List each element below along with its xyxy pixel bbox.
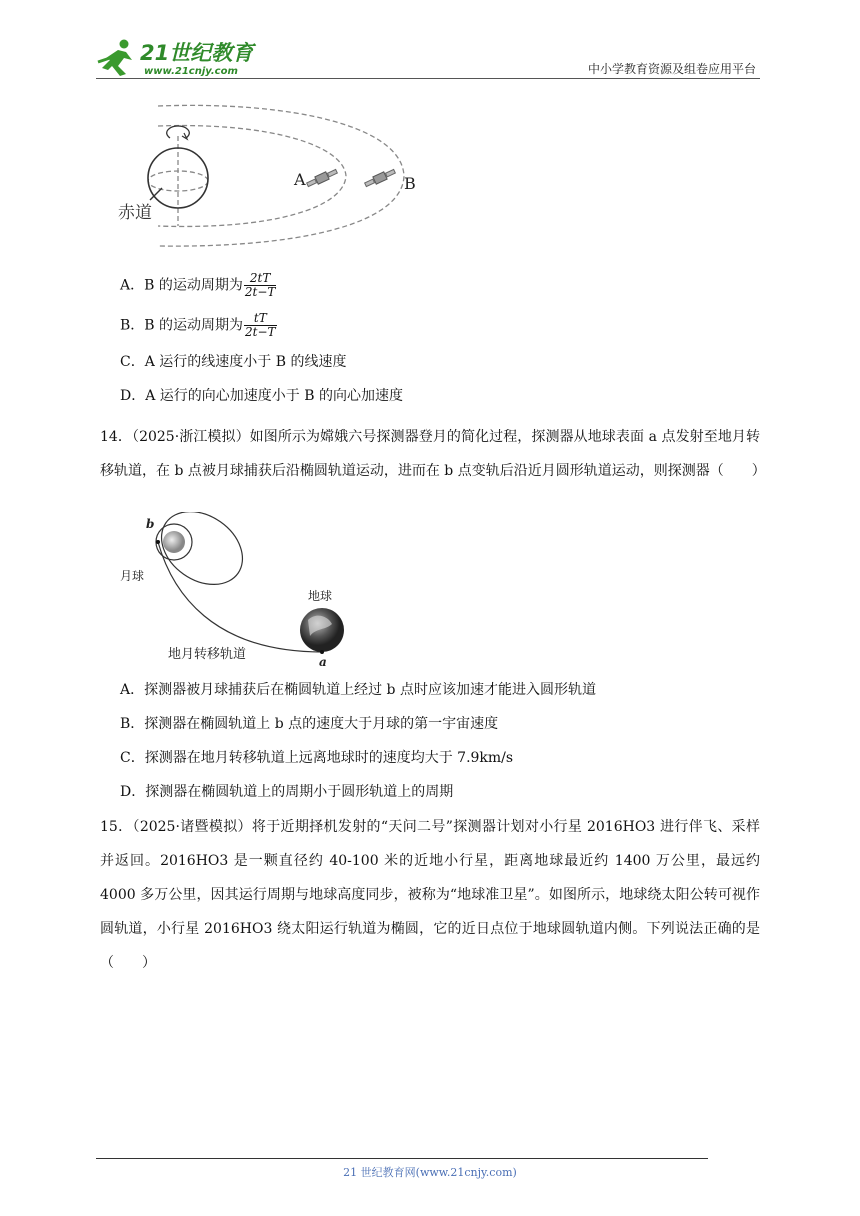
- footer-divider: [96, 1158, 708, 1159]
- q14-stem: 14．（2025·浙江模拟）如图所示为嫦娥六号探测器登月的简化过程，探测器从地球表面 a 点发射至地月转移轨道，在 b 点被月球捕获后沿椭圆轨道运动，进而在 b 点变轨后沿近月圆形轨道运动，则探测器（ ）: [100, 429, 766, 479]
- header-divider: [96, 78, 760, 79]
- orbit-figure-satellites: [112, 96, 482, 256]
- satellite-a-icon: [306, 168, 338, 189]
- moon-icon: [163, 531, 185, 553]
- q14-option-b: B．探测器在椭圆轨道上 b 点的速度大于月球的第一宇宙速度: [120, 716, 499, 732]
- runner-icon: [98, 40, 132, 77]
- earth-label: 地球: [308, 589, 333, 603]
- q13-option-d: D．A 运行的向心加速度小于 B 的向心加速度: [120, 388, 403, 404]
- q14-option-a: A．探测器被月球捕获后在椭圆轨道上经过 b 点时应该加速才能进入圆形轨道: [120, 682, 596, 698]
- q15-stem: 15．（2025·诸暨模拟）将于近期择机发射的“天问二号”探测器计划对小行星 2016HO3 进行伴飞、采样并返回。2016HO3 是一颗直径约 40-100 米的近地小行星，距离地球最近约 1400 万公里，最远约 4000 多万公里，因其运行周期与地球高度同步，被称为“地球准卫星”。如图所示，地球绕太阳公转可视作圆轨道，小行星 2016HO3 绕太阳运行轨道为椭圆，它的近日点位于地球圆轨道内侧。下列说法正确的是（ ）: [100, 819, 760, 971]
- fraction: $\frac{tT}{2t-T}$: [245, 311, 276, 339]
- footer-source: 21 世纪教育网(www.21cnjy.com): [343, 1166, 517, 1179]
- fraction: $\frac{2tT}{2t-T}$: [244, 271, 276, 299]
- equator-label: 赤道: [118, 203, 152, 223]
- satellite-a-label: A: [294, 170, 306, 189]
- moon-transfer-figure: [112, 512, 362, 672]
- logo-text: 21世纪教育: [140, 41, 254, 65]
- transfer-orbit-label: 地月转移轨道: [168, 647, 247, 662]
- logo-url: www.21cnjy.com: [144, 66, 238, 77]
- point-b-label: b: [146, 517, 155, 531]
- q13-option-c: C．A 运行的线速度小于 B 的线速度: [120, 354, 347, 370]
- elliptical-orbit: [148, 512, 257, 599]
- moon-label: 月球: [120, 569, 145, 583]
- q14-option-d: D．探测器在椭圆轨道上的周期小于圆形轨道上的周期: [120, 784, 454, 800]
- q13-option-a: A．B 的运动周期为 $\frac{2tT}{2t-T}$: [120, 271, 276, 299]
- point-a-label: a: [319, 655, 327, 669]
- q14-option-c: C．探测器在地月转移轨道上远离地球时的速度均大于 7.9km/s: [120, 750, 514, 766]
- earth-icon: [300, 608, 344, 652]
- header-platform-name: 中小学教育资源及组卷应用平台: [587, 62, 756, 76]
- transfer-orbit: [158, 542, 322, 652]
- outer-orbit: [158, 105, 404, 246]
- site-logo: [96, 36, 266, 80]
- satellite-b-label: B: [404, 174, 416, 193]
- satellite-b-icon: [364, 168, 396, 189]
- q13-option-b: B．B 的运动周期为 $\frac{tT}{2t-T}$: [120, 311, 276, 339]
